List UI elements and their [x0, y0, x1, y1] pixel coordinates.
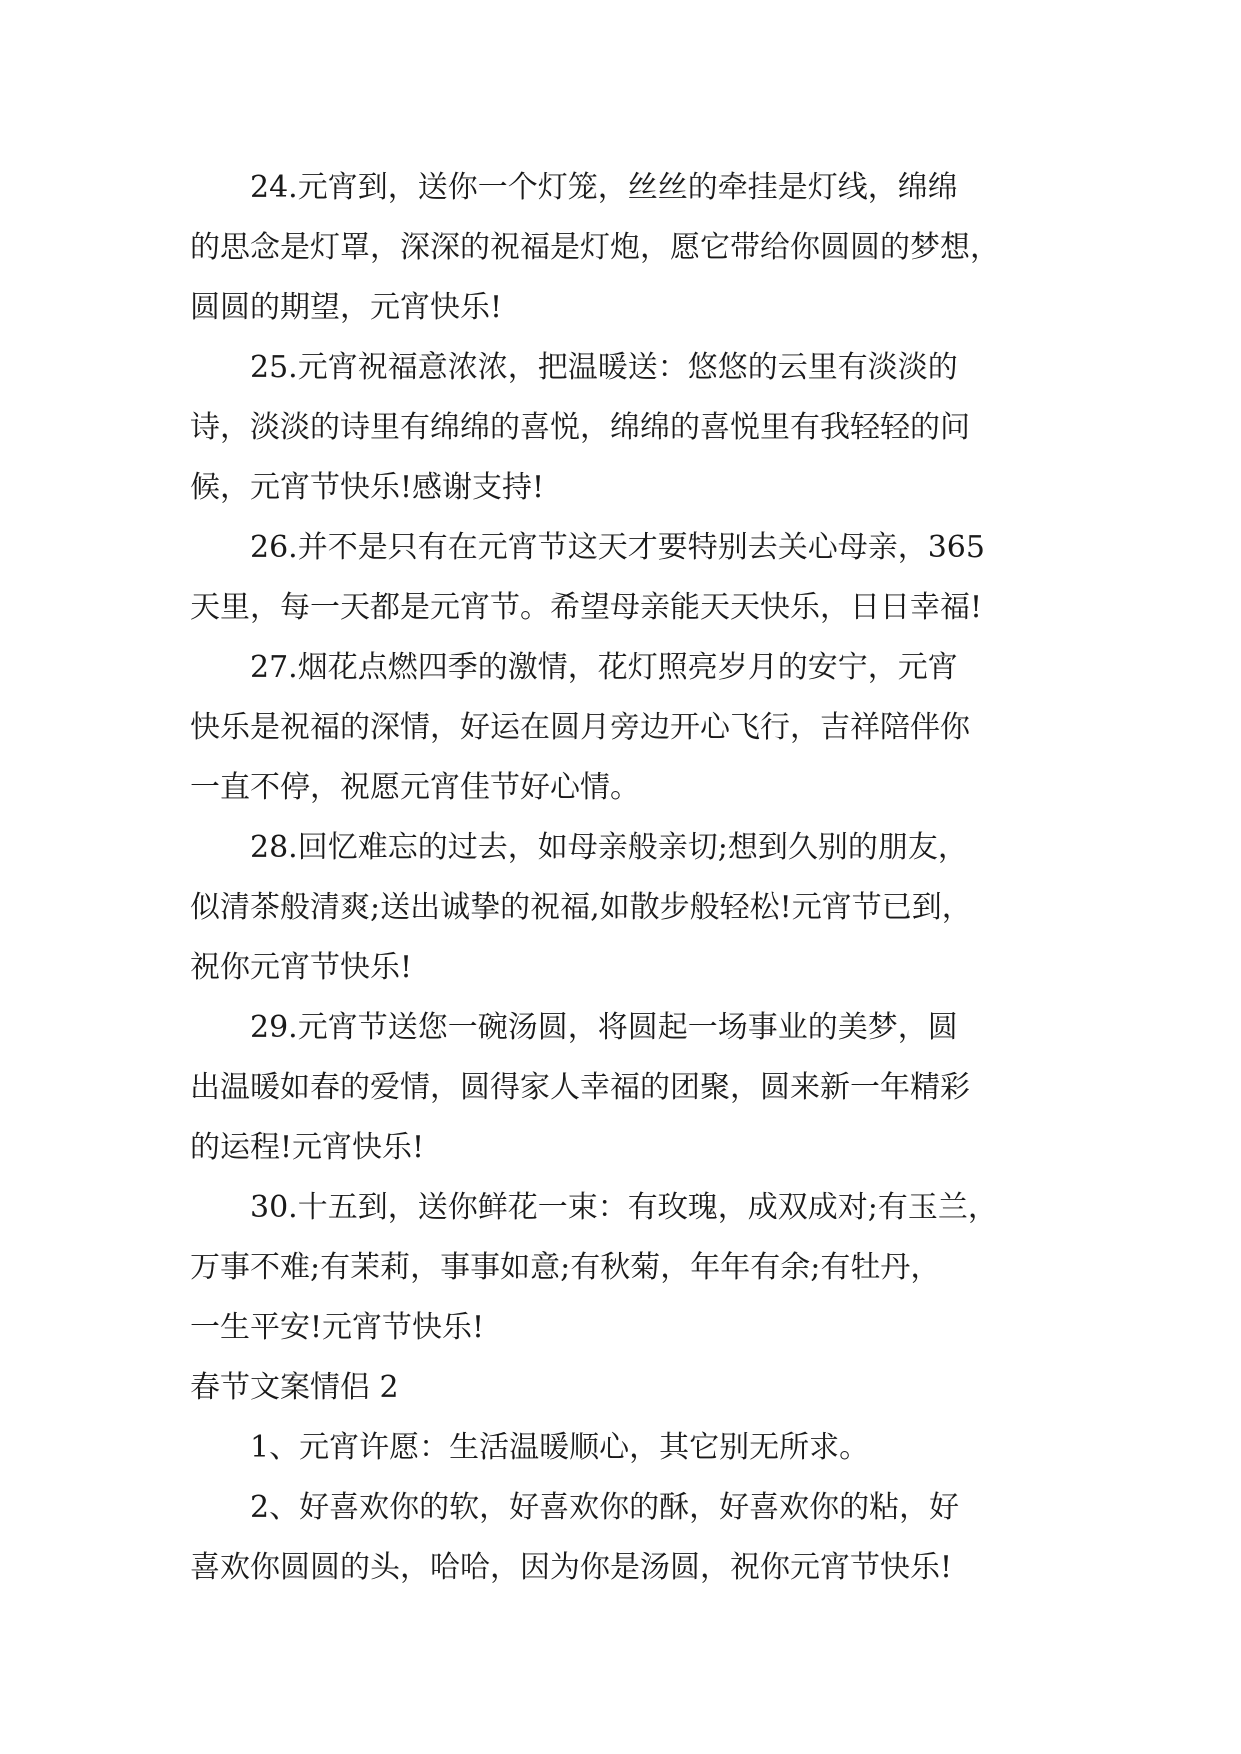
document-body [190, 158, 1050, 1598]
section-heading: 春节文案情侣 2 [190, 1370, 399, 1405]
text-line: 出温暖如春的爱情，圆得家人幸福的团聚，圆来新一年精彩 [190, 1070, 970, 1105]
text-line: 27.烟花点燃四季的激情，花灯照亮岁月的安宁，元宵 [250, 650, 958, 685]
text-line: 天里，每一天都是元宵节。希望母亲能天天快乐，日日幸福! [190, 590, 983, 625]
paragraph-28 [190, 818, 1050, 998]
text-line: 28.回忆难忘的过去，如母亲般亲切;想到久别的朋友， [250, 830, 968, 865]
paragraph-30 [190, 1178, 1050, 1358]
text-line: 24.元宵到，送你一个灯笼，丝丝的牵挂是灯线，绵绵 [250, 170, 958, 205]
paragraph-26 [190, 518, 1050, 638]
text-line: 30.十五到，送你鲜花一束：有玫瑰，成双成对;有玉兰， [250, 1190, 998, 1225]
paragraph-27 [190, 638, 1050, 818]
text-line: 喜欢你圆圆的头，哈哈，因为你是汤圆，祝你元宵节快乐! [190, 1550, 953, 1585]
text-line: 1、元宵许愿：生活温暖顺心，其它别无所求。 [250, 1430, 870, 1465]
text-line: 候，元宵节快乐!感谢支持! [190, 470, 545, 505]
text-line: 万事不难;有茉莉，事事如意;有秋菊，年年有余;有牡丹， [190, 1250, 941, 1285]
text-line: 祝你元宵节快乐! [190, 950, 413, 985]
text-line: 诗，淡淡的诗里有绵绵的喜悦，绵绵的喜悦里有我轻轻的问 [190, 410, 970, 445]
paragraph-1 [190, 1418, 1050, 1478]
text-line: 快乐是祝福的深情，好运在圆月旁边开心飞行，吉祥陪伴你 [190, 710, 970, 745]
paragraph-2 [190, 1478, 1050, 1598]
text-line: 圆圆的期望，元宵快乐! [190, 290, 503, 325]
text-line: 的思念是灯罩，深深的祝福是灯炮，愿它带给你圆圆的梦想， [190, 230, 1000, 265]
paragraph-29 [190, 998, 1050, 1178]
text-line: 一直不停，祝愿元宵佳节好心情。 [190, 770, 640, 805]
text-line: 26.并不是只有在元宵节这天才要特别去关心母亲，365 [250, 530, 985, 565]
text-line: 一生平安!元宵节快乐! [190, 1310, 485, 1345]
text-line: 29.元宵节送您一碗汤圆，将圆起一场事业的美梦，圆 [250, 1010, 958, 1045]
text-line: 2、好喜欢你的软，好喜欢你的酥，好喜欢你的粘，好 [250, 1490, 960, 1525]
text-line: 似清茶般清爽;送出诚挚的祝福,如散步般轻松!元宵节已到， [190, 890, 972, 925]
paragraph-24 [190, 158, 1050, 338]
paragraph-25 [190, 338, 1050, 518]
text-line: 的运程!元宵快乐! [190, 1130, 425, 1165]
text-line: 25.元宵祝福意浓浓，把温暖送：悠悠的云里有淡淡的 [250, 350, 958, 385]
